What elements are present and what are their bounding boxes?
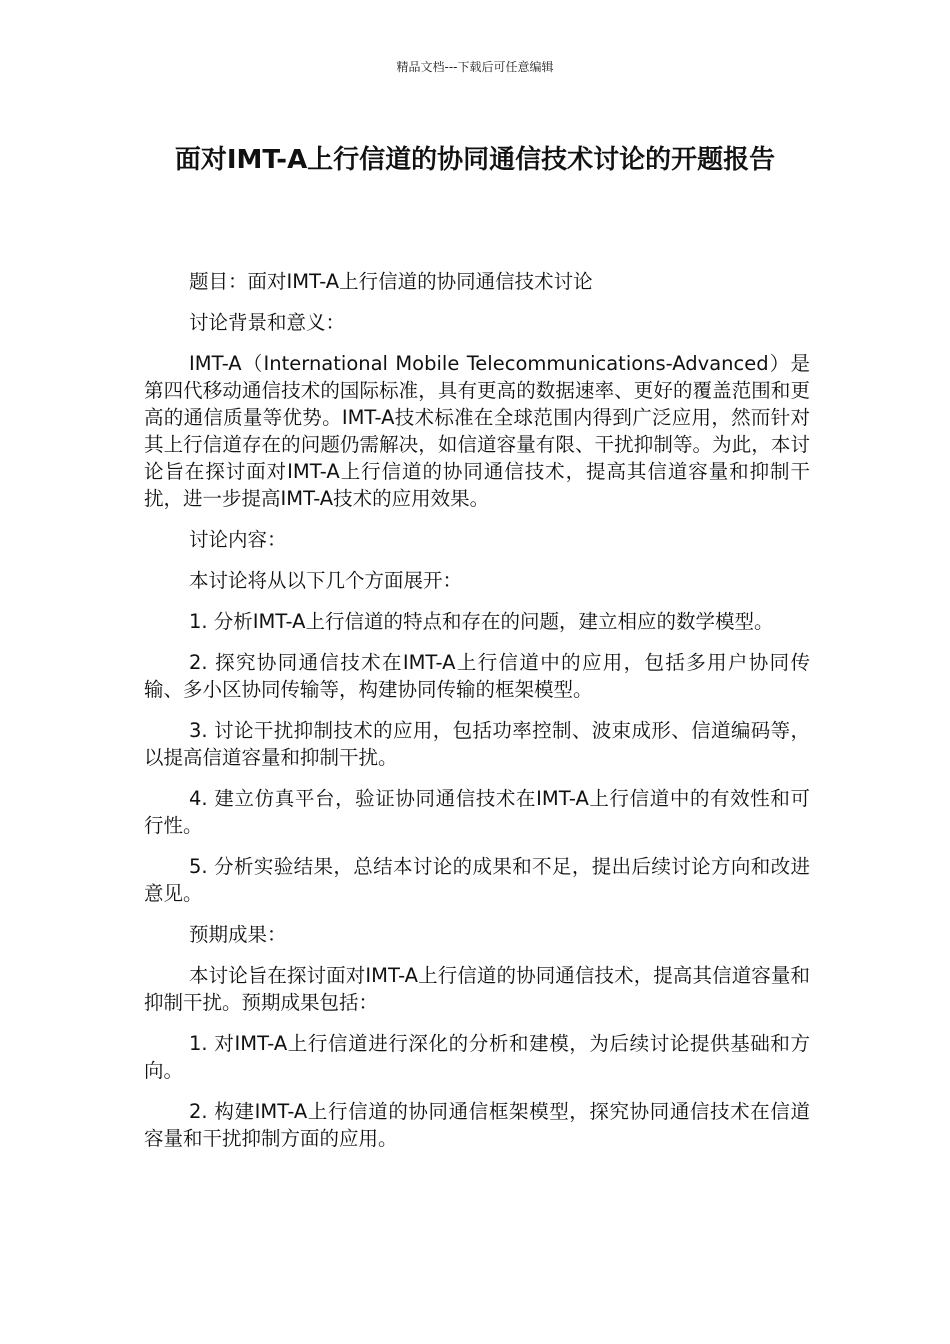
paragraph-background: IMT-A（International Mobile Telecommunications-Advanced）是第四代移动通信技术的国际标准，具有更高的数据速率、更好的覆盖范围和更高的通信质量等优势。IMT-A技术标准在全球范围内得到广泛应用，然而针对其上行信道存在的问题仍需解决，如信道容量有限、干扰抑制等。为此，本讨论旨在探讨面对IMT-A上行信道的协同通信技术，提高其信道容量和抑制干扰，进一步提高IMT-A技术的应用效果。: [144, 352, 810, 510]
paragraph-content-intro: 本讨论将从以下几个方面展开：: [189, 569, 463, 592]
paragraph-content-item-4: 4. 建立仿真平台，验证协同通信技术在IMT-A上行信道中的有效性和可行性。: [144, 787, 810, 837]
paragraph-content-item-2: 2. 探究协同通信技术在IMT-A上行信道中的应用，包括多用户协同传输、多小区协同传输等，构建协同传输的框架模型。: [144, 651, 810, 701]
header-note: 精品文档---下载后可任意编辑: [396, 60, 554, 74]
paragraph-content-heading: 讨论内容：: [189, 528, 287, 551]
paragraph-content-item-5: 5. 分析实验结果，总结本讨论的成果和不足，提出后续讨论方向和改进意见。: [144, 855, 810, 905]
paragraph-content-item-3: 3. 讨论干扰抑制技术的应用，包括功率控制、波束成形、信道编码等，以提高信道容量和抑制干扰。: [144, 719, 810, 769]
paragraph-results-heading: 预期成果：: [189, 923, 287, 946]
paragraph-background-heading: 讨论背景和意义：: [189, 311, 346, 334]
paragraph-topic: 题目：面对IMT-A上行信道的协同通信技术讨论: [189, 270, 593, 293]
document-title: 面对IMT-A上行信道的协同通信技术讨论的开题报告: [174, 145, 776, 175]
paragraph-content-item-1: 1. 分析IMT-A上行信道的特点和存在的问题，建立相应的数学模型。: [189, 610, 774, 633]
paragraph-results-item-1: 1. 对IMT-A上行信道进行深化的分析和建模，为后续讨论提供基础和方向。: [144, 1032, 810, 1082]
paragraph-results-item-2: 2. 构建IMT-A上行信道的协同通信框架模型，探究协同通信技术在信道容量和干扰抑制方面的应用。: [144, 1100, 810, 1150]
document-body: [144, 268, 810, 1166]
paragraph-results-intro: 本讨论旨在探讨面对IMT-A上行信道的协同通信技术，提高其信道容量和抑制干扰。预期成果包括：: [144, 964, 810, 1014]
